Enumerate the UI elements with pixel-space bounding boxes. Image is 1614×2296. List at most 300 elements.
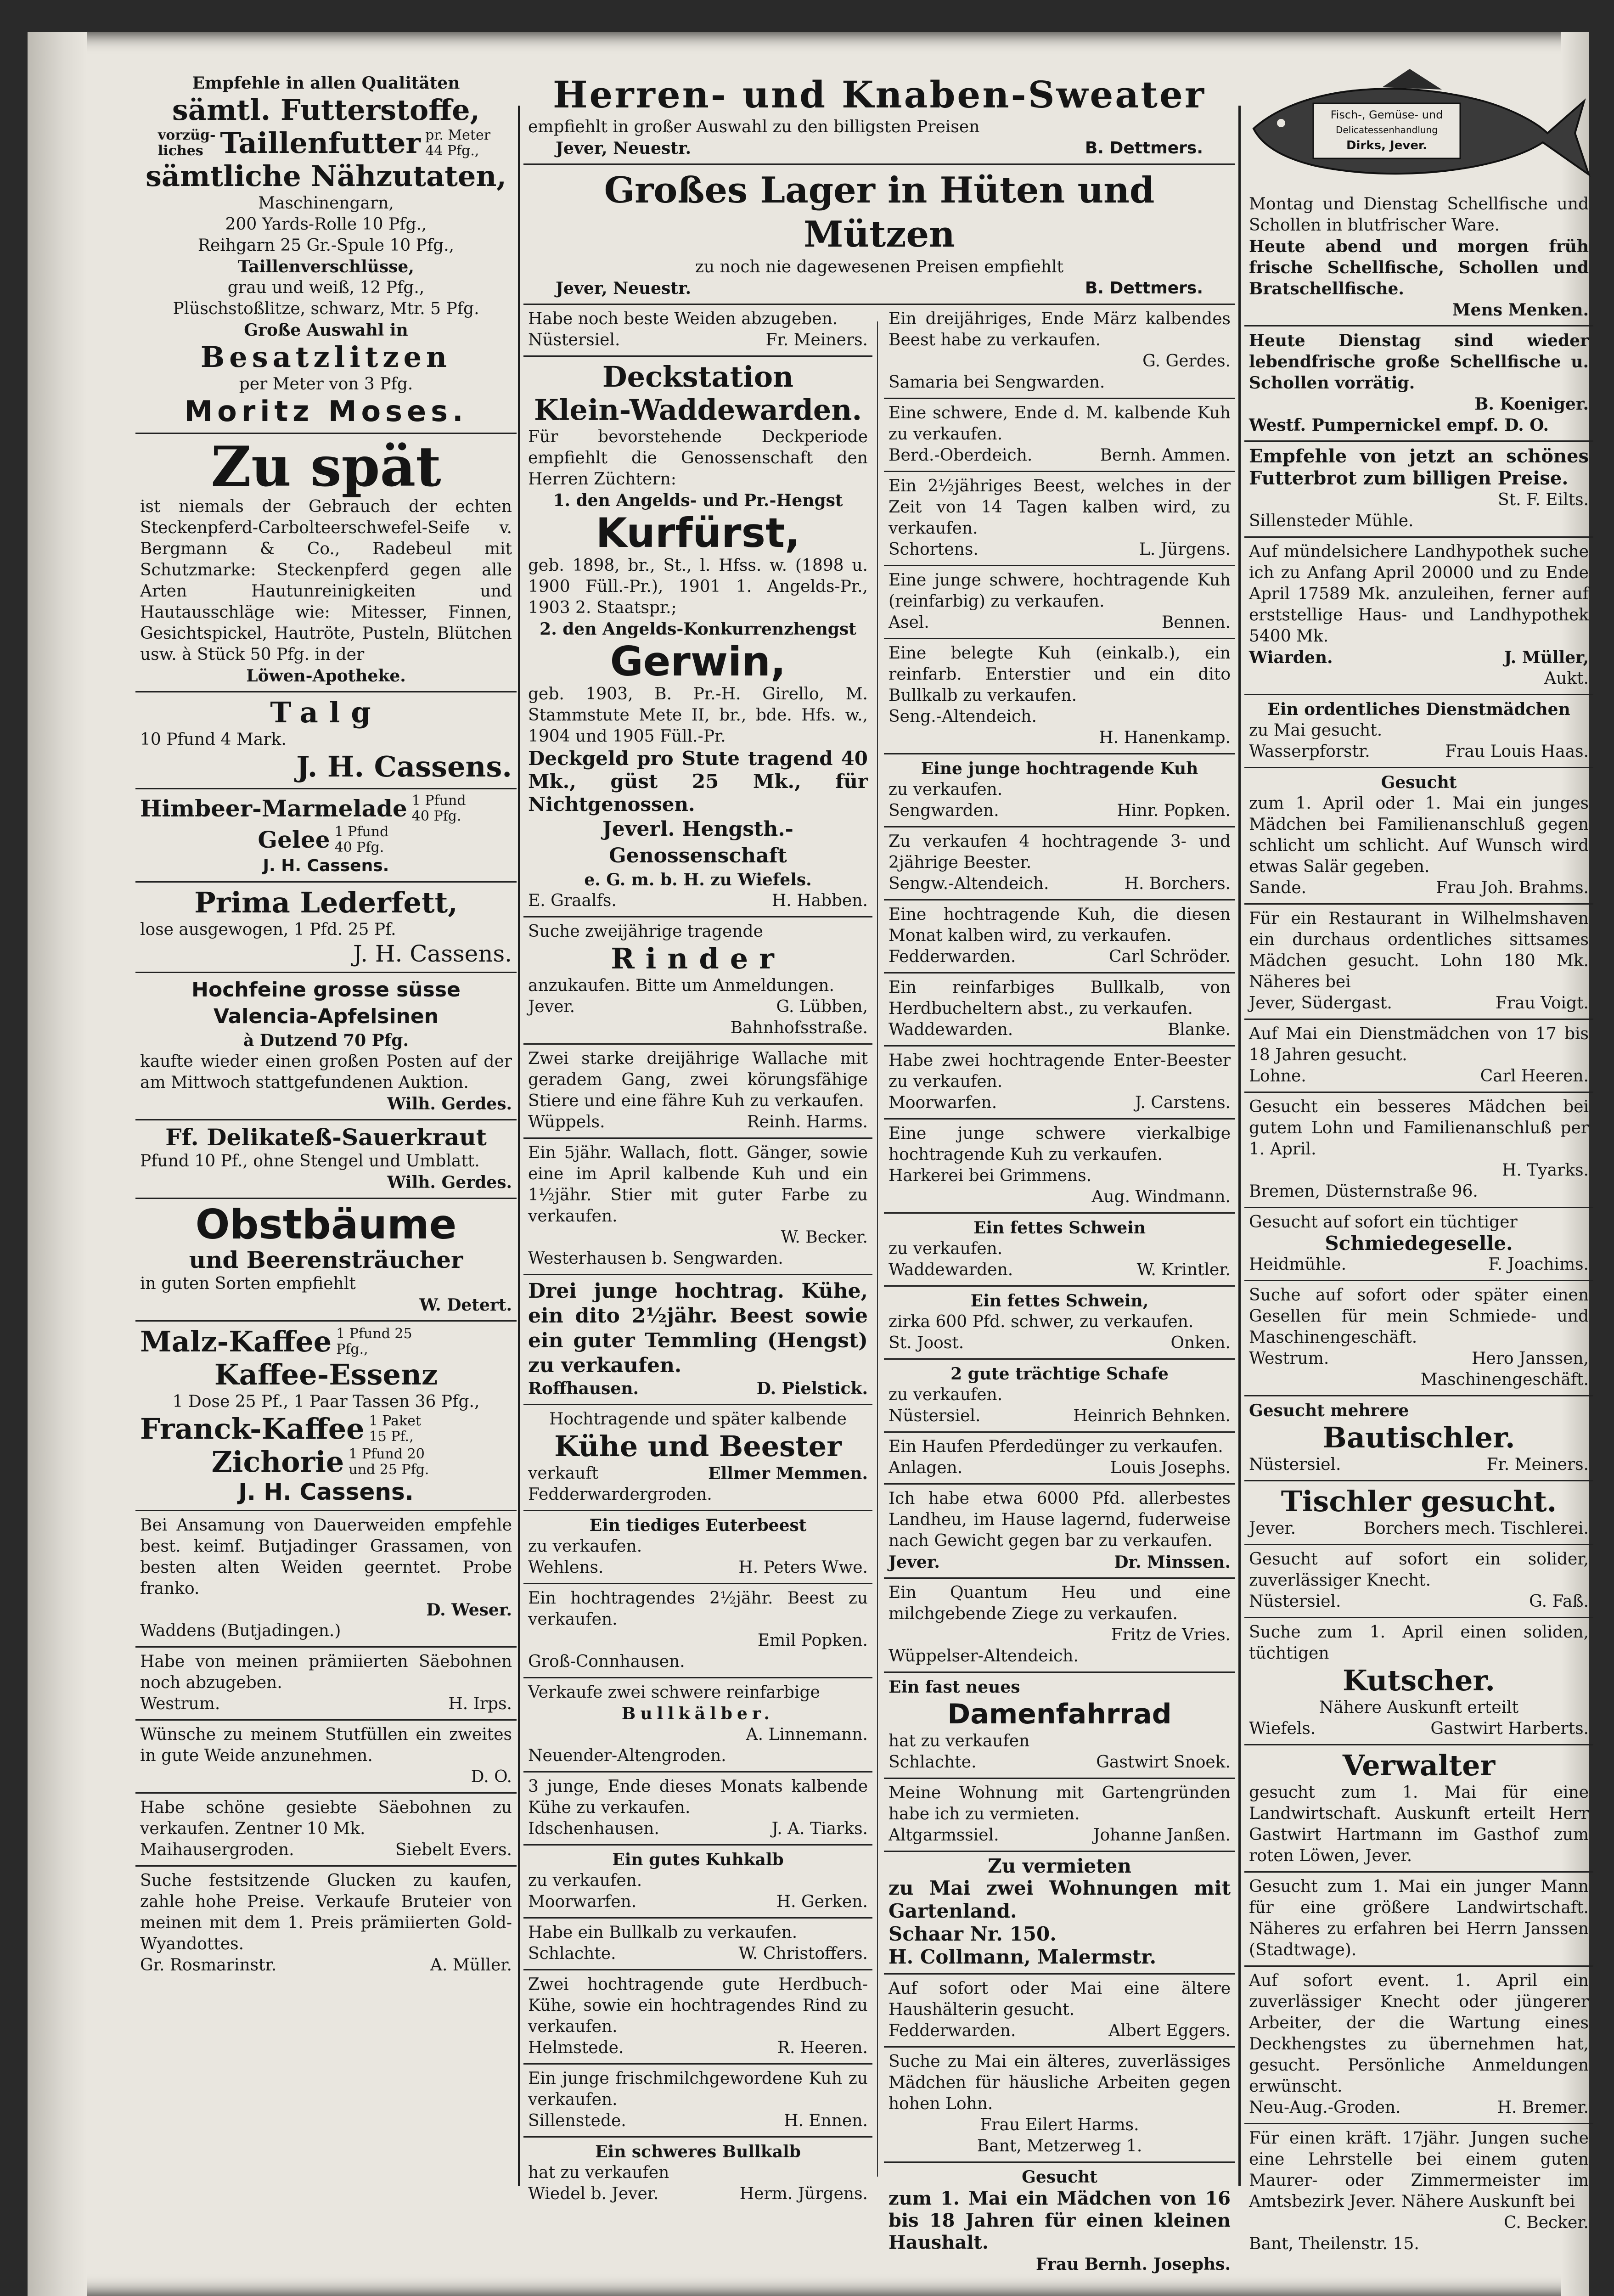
ad-headline: Obstbäume: [195, 1201, 457, 1248]
ad-text: 1 Dose 25 Pf., 1 Paar Tassen 36 Pfg.,: [172, 1392, 480, 1411]
ad-text: Bei Ansamung von Dauerweiden empfehle best. keimf. Butjadinger Grassamen, von besten alten Weiden geerntet. Probe franko.: [140, 1516, 512, 1598]
ad-place: Waddewarden.: [889, 1261, 1013, 1279]
fish-advert-logo: [1244, 69, 1593, 190]
ad-headline: Rinder: [611, 942, 785, 975]
ad-koeniger: [1244, 326, 1593, 442]
ad-malzkaffee: [135, 1322, 517, 1511]
ad-schellfische: [1244, 190, 1593, 326]
ad-text: Gesucht ein besseres Mädchen bei gutem Lohn und Familienanschluß per 1. April.: [1249, 1097, 1589, 1159]
ad-sauerkraut: [135, 1120, 517, 1199]
ad-headline: sämtliche Nähzutaten,: [145, 159, 507, 193]
ad-dienstmaedchen-haas: [1244, 695, 1593, 768]
fish-label-line3: Dirks, Jever.: [1346, 139, 1427, 152]
ad-signature: H. Borchers.: [1124, 874, 1231, 893]
ad-place: Maihausergroden.: [140, 1840, 294, 1859]
ad-place: Schlachte.: [889, 1753, 977, 1772]
ad-bautischler: [1244, 1396, 1593, 1481]
ad-place: Seng.-Altendeich.: [889, 707, 1037, 726]
column-2-left: [523, 305, 872, 2209]
ad-bullkalb-christoffers: [523, 1919, 872, 1970]
ad-text: Zwei starke dreijährige Wallache mit geradem Gang, zwei körungsfähige Stiere und eine fähre Kuh zu verkaufen.: [528, 1049, 868, 1110]
ad-place: Jever.: [889, 1553, 940, 1572]
ad-wallache: [523, 1045, 872, 1139]
ad-tischler: [1244, 1481, 1593, 1545]
ad-text: Habe noch beste Weiden abzugeben.: [528, 310, 838, 328]
ad-weiden: [523, 305, 872, 357]
ad-signature: H. Habben.: [771, 891, 868, 910]
ad-text: Für ein Restaurant in Wilhelmshaven ein durchaus ordentliches sittsames Mädchen gesucht. Lohn 180 Mk. Näheres bei: [1249, 909, 1589, 991]
ad-kuh-hanenkamp: [884, 639, 1235, 754]
ad-signature: Hero Janssen,: [1472, 1349, 1589, 1368]
ad-text: Westf. Pumpernickel empf. D. O.: [1249, 416, 1549, 435]
ad-text: Taillenverschlüsse,: [238, 257, 414, 276]
ad-text: Suche zweijährige tragende: [528, 922, 763, 941]
ad-headline: Kutscher.: [1343, 1664, 1495, 1697]
fish-label-line2: Delicatessenhandlung: [1336, 124, 1438, 135]
ad-headline: Großes Lager in Hüten und Mützen: [604, 169, 1155, 255]
ad-headline: Gerwin,: [610, 638, 786, 685]
ad-signature: W. Becker.: [781, 1228, 868, 1247]
ad-text: Habe schöne gesiebte Säebohnen zu verkaufen. Zentner 10 Mk.: [140, 1798, 512, 1838]
ad-headline: Eine junge hochtragende Kuh: [921, 759, 1198, 778]
ad-sweater: [523, 69, 1235, 165]
ad-text: in guten Sorten empfiehlt: [140, 1274, 356, 1293]
ad-signature: Siebelt Evers.: [395, 1840, 512, 1859]
ad-headline: Ff. Delikateß-Sauerkraut: [165, 1124, 487, 1151]
ad-place: Moorwarfen.: [528, 1892, 637, 1911]
ad-signature: G. Lübben,: [776, 997, 868, 1016]
ad-arbeiter: [1244, 1967, 1593, 2124]
ad-text: zum 1. Mai ein Mädchen von 16 bis 18 Jahren für einen kleinen Haushalt.: [889, 2188, 1231, 2253]
ad-headline: Gesucht: [1381, 773, 1457, 792]
ad-text: liches: [157, 143, 203, 159]
ad-headline: und Beerensträucher: [189, 1246, 463, 1273]
ad-beest-juergens: [884, 472, 1235, 566]
ad-signature: G. Faß.: [1529, 1592, 1589, 1611]
ad-text: Ein hochtragendes 2½jähr. Beest zu verkaufen.: [528, 1589, 868, 1629]
ad-signature: F. Joachims.: [1488, 1255, 1589, 1274]
ad-text: Ein dreijähriges, Ende März kalbendes Beest habe zu verkaufen.: [889, 310, 1231, 349]
ad-kalbende-kuehe: [523, 1773, 872, 1846]
ad-kuhkalb: [523, 1846, 872, 1919]
ad-text: à Dutzend 70 Pfg.: [243, 1031, 409, 1050]
ad-text: Große Auswahl in: [244, 321, 408, 340]
ad-talg: [135, 692, 517, 789]
ad-signature: Carl Heeren.: [1480, 1067, 1589, 1086]
ad-signature: Bennen.: [1161, 613, 1231, 632]
ad-text: zu verkaufen.: [528, 1537, 642, 1556]
ad-beest-popken: [523, 1584, 872, 1678]
ad-text: anzukaufen. Bitte um Anmeldungen.: [528, 976, 834, 995]
ad-text: Nähere Auskunft erteilt: [1319, 1698, 1519, 1717]
ad-place: Neu-Aug.-Groden.: [1249, 2098, 1401, 2117]
ad-text: Schaar Nr. 150.: [889, 1923, 1057, 1945]
ad-enter-beester: [884, 1047, 1235, 1120]
ad-schweres-bullkalb: [523, 2138, 872, 2209]
ad-text: Aukt.: [1544, 669, 1589, 688]
ad-text: 1 Paket 15 Pf.,: [369, 1413, 421, 1445]
ad-headline: Klein-Waddewarden.: [534, 393, 862, 427]
ad-place: Wehlens.: [528, 1558, 604, 1577]
ad-text: Wünsche zu meinem Stutfüllen ein zweites in gute Weide anzunehmen.: [140, 1725, 512, 1765]
ad-place: Idschenhausen.: [528, 1819, 659, 1838]
ad-bullkalb-blanke: [884, 974, 1235, 1047]
ad-text: Habe ein Bullkalb zu verkaufen.: [528, 1923, 798, 1942]
ad-text: Für einen kräft. 17jähr. Jungen suche eine Lehrstelle bei einem guten Maurer- oder Zimmermeister im Amtsbezirk Jever. Nähere Auskunft bei: [1249, 2129, 1589, 2211]
ad-futterbrot: [1244, 442, 1593, 538]
ad-place: Sengwarden.: [889, 801, 999, 820]
ad-text: Plüschstoßlitze, schwarz, Mtr. 5 Pfg.: [173, 299, 479, 318]
ad-signature: E. Graalfs.: [528, 891, 617, 910]
ad-text: Bahnhofsstraße.: [730, 1019, 868, 1037]
fish-illustration: [1244, 69, 1593, 188]
ad-signature: Albert Eggers.: [1108, 2021, 1231, 2040]
ad-text: grau und weiß, 12 Pfg.,: [227, 278, 425, 297]
ad-text: hat zu verkaufen: [528, 2163, 669, 2182]
ad-text: Suche zu Mai ein älteres, zuverlässiges Mädchen für häusliche Arbeiten gegen hohen Lohn.: [889, 2052, 1231, 2113]
ad-signature: Borchers mech. Tischlerei.: [1363, 1519, 1589, 1538]
ad-place: Gr. Rosmarinstr.: [140, 1956, 277, 1975]
ad-zu-spaet: [135, 434, 517, 692]
ad-bullkaelber: [523, 1678, 872, 1773]
ad-place: Nüstersiel.: [1249, 1455, 1341, 1474]
ad-text: Ein 2½jähriges Beest, welches in der Zeit von 14 Tagen kalben wird, zu verkaufen.: [889, 477, 1231, 538]
ad-headline: Besatzlitzen: [200, 340, 452, 374]
ad-landheu: [884, 1485, 1235, 1579]
ad-signature: B. Koeniger.: [1474, 394, 1589, 414]
ad-text: pr. Meter 44 Pfg.,: [425, 127, 491, 159]
ad-place: Jever.: [528, 997, 575, 1016]
ad-signature: J. H. Cassens.: [353, 940, 512, 967]
ad-signature: Aug. Windmann.: [1091, 1187, 1231, 1206]
ad-signature: Frau Eilert Harms.: [980, 2116, 1139, 2134]
ad-headline: Ein fettes Schwein,: [970, 1291, 1149, 1311]
ad-text: zu Mai zwei Wohnungen mit Gartenland.: [889, 1877, 1231, 1922]
ad-text: e. G. m. b. H. zu Wiefels.: [584, 870, 812, 889]
ad-signature: Fritz de Vries.: [1111, 1626, 1231, 1644]
ad-text: 1 Pfund 40 Pfg.: [334, 824, 389, 855]
ad-headline: Gesucht: [1022, 2167, 1097, 2187]
ad-signature: Gastwirt Harberts.: [1430, 1719, 1589, 1738]
ad-text: Heute abend und morgen früh frische Schellfische, Schollen und Bratschellfische.: [1249, 237, 1589, 298]
ad-text: Heute Dienstag sind wieder lebendfrische große Schellfische u. Schollen vorrätig.: [1249, 331, 1589, 393]
ad-place: Harkerei bei Grimmens.: [889, 1166, 1092, 1185]
ad-place: Wiefels.: [1249, 1719, 1316, 1738]
ad-kuh-popken: [884, 754, 1235, 827]
ad-text: Empfehle von jetzt an schönes Futterbrot zum billigen Preise.: [1249, 445, 1589, 489]
ad-huete: [523, 165, 1235, 305]
ad-place: Anlagen.: [889, 1458, 963, 1477]
ad-headline: Bautischler.: [1322, 1421, 1515, 1454]
ad-place: Schortens.: [889, 540, 979, 559]
ad-place: Altgarmssiel.: [889, 1826, 999, 1845]
ad-signature: R. Heeren.: [777, 2038, 868, 2057]
ad-text: ist niemals der Gebrauch der echten Steckenpferd-Carbolteerschwefel-Seife v. Bergmann & Co., Radebeul mit Schutzmarke: Steckenpferd gegen alle Arten Hautunreinigkeiten und Hautausschläge wie: Mitesser, Finnen, Gesichtspickel, Hautröte, Pusteln, Blütchen usw. à Stück 50 Pfg. in der: [140, 497, 512, 664]
ad-kuehe-beester: [523, 1405, 872, 1511]
ad-text: geb. 1898, br., St., l. Hfss. w. (1898 u. 1900 Füll.-Pr.), 1901 1. Angelds-Pr., 1903 2. Staatspr.;: [528, 556, 868, 617]
ad-headline: Franck-Kaffee: [140, 1412, 365, 1446]
ad-headline: Talg: [270, 696, 382, 729]
ad-signature: J. Carstens.: [1135, 1093, 1231, 1112]
ad-signature: D. Weser.: [426, 1600, 512, 1620]
ad-place: Sillensteder Mühle.: [1249, 512, 1414, 530]
ad-text: Maschinengeschäft.: [1420, 1370, 1589, 1389]
ad-damenfahrrad: [884, 1673, 1235, 1779]
ad-place: Helmstede.: [528, 2038, 624, 2057]
ad-text: kaufte wieder einen großen Posten auf der am Mittwoch stattgefundenen Auktion.: [140, 1052, 512, 1092]
ad-text: lose ausgewogen, 1 Pfd. 25 Pf.: [140, 920, 396, 939]
ad-place: Bant, Metzerweg 1.: [977, 2137, 1142, 2155]
ad-text: Ich habe etwa 6000 Pfd. allerbestes Landheu, im Hause lagernd, fuderweise nach Gewicht gegen bar zu verkaufen.: [889, 1489, 1231, 1550]
ad-headline: Kurfürst,: [596, 509, 800, 557]
ad-text: 2. den Angelds-Konkurrenzhengst: [540, 619, 856, 639]
ad-signature: Gastwirt Snoek.: [1096, 1753, 1231, 1772]
ad-signature: H. Hanenkamp.: [1099, 728, 1231, 747]
ad-signature: L. Jürgens.: [1139, 540, 1231, 559]
ad-text: zu verkaufen.: [889, 1239, 1003, 1258]
ad-text: Waddens (Butjadingen.): [140, 1621, 341, 1640]
ad-headline: Schmiedegeselle.: [1325, 1232, 1513, 1255]
ad-schwein-krintler: [884, 1214, 1235, 1287]
ad-signature: Reinh. Harms.: [747, 1113, 868, 1131]
ad-schwein-onken: [884, 1287, 1235, 1360]
ad-text: Suche auf sofort oder später einen Gesellen für mein Schmiede- und Maschinengeschäft.: [1249, 1286, 1589, 1347]
ad-euterbeest: [523, 1511, 872, 1584]
ad-headline: Ein ordentliches Dienstmädchen: [1267, 700, 1570, 719]
ad-text: Meine Wohnung mit Gartengründen habe ich zu vermieten.: [889, 1784, 1231, 1823]
ad-text: per Meter von 3 Pfg.: [239, 375, 413, 394]
ad-himbeer: [135, 789, 517, 883]
column-1: [135, 69, 517, 1981]
ad-headline: Prima Lederfett,: [194, 886, 458, 919]
ad-maschinengeschaeft: [1244, 1281, 1593, 1396]
ad-place: Jever, Neuestr.: [556, 279, 692, 298]
column-rule-2: [1238, 106, 1241, 2186]
ad-signature: Hinr. Popken.: [1117, 801, 1231, 820]
ad-knecht: [1244, 1545, 1593, 1618]
ad-deckstation: [523, 357, 872, 917]
ad-headline: Tischler gesucht.: [1281, 1485, 1557, 1518]
column-rule-1: [518, 106, 520, 2186]
taillenfutter-line: [140, 127, 512, 160]
ad-place: Roffhausen.: [528, 1379, 639, 1398]
ad-headline: 2 gute trächtige Schafe: [950, 1364, 1169, 1384]
ad-text: Eine belegte Kuh (einkalb.), ein reinfarb. Enterstier und ein dito Bullkalb zu verkaufen.: [889, 644, 1231, 705]
ad-signature: A. Müller.: [430, 1956, 512, 1975]
ad-text: 1 Pfund 25 Pfg.,: [336, 1326, 412, 1357]
column-2-split: [523, 305, 1235, 2296]
ad-signature: J. H. Cassens.: [238, 1479, 414, 1505]
ad-hypothek: [1244, 538, 1593, 695]
ad-restaurant: [1244, 905, 1593, 1020]
ad-text: 10 Pfund 4 Mark.: [140, 730, 287, 749]
ad-text: zum 1. April oder 1. Mai ein junges Mädchen bei Familienanschluß gegen schlicht um schlicht. Auf Wunsch wird etwas Salär gegeben.: [1249, 794, 1589, 876]
ad-glucken: [135, 1867, 517, 1981]
ad-headline: Deckstation: [602, 360, 794, 394]
ad-place: St. Joost.: [889, 1334, 964, 1352]
ad-place: Fedderwarden.: [889, 2021, 1016, 2040]
ad-signature: H. Ennen.: [784, 2111, 868, 2130]
ad-signature: St. F. Eilts.: [1498, 490, 1589, 509]
ad-text: geb. 1903, B. Pr.-H. Girello, M. Stammstute Mete II, br., bde. Hfs. w., 1904 und 1905 Füll.-Pr.: [528, 685, 868, 746]
ad-text: Ein junge frischmilchgewordene Kuh zu verkaufen.: [528, 2069, 868, 2109]
ad-haushaelterin: [884, 1975, 1235, 2048]
ad-dreijaehriges: [884, 305, 1235, 399]
ad-apfelsinen: [135, 973, 517, 1120]
ad-signature: J. Müller,: [1504, 648, 1589, 667]
ad-signature: Blanke.: [1167, 1020, 1231, 1039]
ad-text: Auf mündelsichere Landhypothek suche ich zu Anfang April 20000 und zu Ende April 17589 Mk. anzuleihen, ferner auf erststellige Haus- und Landhypothek 5400 Mk.: [1249, 542, 1589, 646]
ad-text: 200 Yards-Rolle 10 Pfg.,: [225, 215, 427, 234]
page-binding-edge: [28, 32, 87, 2296]
ad-text: Eine junge schwere vierkalbige hochtragende Kuh zu verkaufen.: [889, 1124, 1231, 1164]
ad-signature: Wilh. Gerdes.: [387, 1094, 512, 1114]
ad-lehrstelle: [1244, 2124, 1593, 2259]
ad-signature: Moritz Moses.: [184, 394, 468, 428]
ad-headline: Taillenfutter: [220, 126, 421, 160]
ad-signature: B. Dettmers.: [1085, 279, 1203, 298]
ad-ziege: [884, 1579, 1235, 1673]
ad-text: zu verkaufen.: [889, 780, 1003, 799]
ad-place: Lohne.: [1249, 1067, 1306, 1086]
ad-saebohnen-evers: [135, 1794, 517, 1867]
ad-text: Eine hochtragende Kuh, die diesen Monat kalben wird, zu verkaufen.: [889, 905, 1231, 945]
ad-kutscher: [1244, 1618, 1593, 1745]
ad-headline: Malz-Kaffee: [140, 1325, 332, 1358]
ad-schafe: [884, 1360, 1235, 1433]
ad-maedchen-josephs: [884, 2163, 1235, 2279]
ad-text: Eine schwere, Ende d. M. kalbende Kuh zu verkaufen.: [889, 404, 1231, 444]
ad-text: Habe von meinen prämiierten Säebohnen noch abzugeben.: [140, 1652, 512, 1692]
ad-obstbaeume: [135, 1199, 517, 1322]
ad-signature: Emil Popken.: [757, 1631, 868, 1650]
ad-signature: J. A. Tiarks.: [771, 1819, 868, 1838]
ad-signature: Wilh. Gerdes.: [387, 1173, 512, 1192]
ad-headline: Ein fettes Schwein: [973, 1218, 1146, 1238]
ad-place: Jever, Neuestr.: [556, 139, 692, 158]
ad-text: Auf sofort event. 1. April ein zuverlässiger Knecht oder jüngerer Arbeiter, der die Wartung eines Deckhengstes zu übernehmen hat, gesucht. Persönliche Anmeldungen erwünscht.: [1249, 1971, 1589, 2096]
ad-place: Fedderwardergroden.: [528, 1485, 712, 1504]
ad-signature: D. O.: [471, 1767, 512, 1786]
ad-place: Groß-Connhausen.: [528, 1652, 685, 1671]
ad-headline: Kaffee-Essenz: [214, 1358, 438, 1391]
ad-signature: Fr. Meiners.: [765, 331, 868, 349]
ad-schwere-kuh: [884, 399, 1235, 472]
ad-rinder: [523, 917, 872, 1045]
ad-signature: Onken.: [1170, 1334, 1231, 1352]
ad-place: Nüstersiel.: [889, 1407, 981, 1425]
ad-signature: H. Bremer.: [1497, 2098, 1589, 2117]
ad-place: Sengw.-Altendeich.: [889, 874, 1049, 893]
ad-place: Wüppels.: [528, 1113, 605, 1131]
ad-signature: H. Peters Wwe.: [738, 1558, 868, 1577]
ad-place: Westrum.: [1249, 1349, 1329, 1368]
ad-headline: Bullkälber.: [621, 1704, 775, 1723]
ad-text: Gesucht auf sofort ein solider, zuverlässiger Knecht.: [1249, 1550, 1589, 1590]
ad-place: Nüstersiel.: [1249, 1592, 1341, 1611]
ad-kuh-bennen: [884, 566, 1235, 639]
ad-beester-borchers: [884, 827, 1235, 900]
ad-lederfett: [135, 883, 517, 973]
ad-text: Gesucht mehrere: [1249, 1401, 1409, 1420]
ad-signature: Mens Menken.: [1452, 300, 1589, 320]
ad-text: Ein Quantum Heu und eine milchgebende Ziege zu verkaufen.: [889, 1583, 1231, 1623]
ad-headline: Ein tiediges Euterbeest: [589, 1516, 807, 1535]
ad-text: Auf Mai ein Dienstmädchen von 17 bis 18 Jahren gesucht.: [1249, 1024, 1589, 1064]
ad-saebohnen-irps: [135, 1648, 517, 1721]
ad-text: Für bevorstehende Deckperiode empfiehlt die Genossenschaft den Herren Züchtern:: [528, 428, 868, 489]
ad-signature: H. Irps.: [448, 1694, 512, 1713]
ad-futterstoffe: [135, 69, 517, 434]
ad-place: Jever, Südergast.: [1249, 994, 1392, 1013]
ad-text: Empfehle in allen Qualitäten: [192, 73, 460, 93]
ad-text: hat zu verkaufen: [889, 1732, 1030, 1750]
ad-headline: Kühe und Beester: [554, 1429, 842, 1463]
ad-text: Pfund 10 Pf., ohne Stengel und Umblatt.: [140, 1152, 480, 1171]
ad-place: Nüstersiel.: [528, 331, 620, 349]
ad-signature: Heinrich Behnken.: [1073, 1407, 1231, 1425]
ad-signature: C. Becker.: [1504, 2213, 1589, 2232]
ad-wohnung: [884, 1779, 1235, 1852]
ad-place: Westerhausen b. Sengwarden.: [528, 1249, 783, 1268]
ad-text: Deckgeld pro Stute tragend 40 Mk., güst 25 Mk., für Nichtgenossen.: [528, 747, 868, 816]
ad-place: Asel.: [889, 613, 929, 632]
ad-place: Samaria bei Sengwarden.: [889, 373, 1105, 392]
ad-text: gesucht zum 1. Mai für eine Landwirtschaft. Auskunft erteilt Herr Gastwirt Hartmann im Gasthof zum roten Löwen, Jever.: [1249, 1783, 1589, 1865]
ad-text: Habe zwei hochtragende Enter-Beester zu verkaufen.: [889, 1051, 1231, 1091]
ad-kuehe-temmling: [523, 1275, 872, 1405]
ad-text: Ein 5jähr. Wallach, flott. Gänger, sowie eine im April kalbende Kuh und ein 1½jähr. Stier mit guter Farbe zu verkaufen.: [528, 1143, 868, 1226]
ad-verwalter: [1244, 1745, 1593, 1873]
ad-text: 1 Pfund 40 Pfg.: [411, 793, 466, 824]
ad-stutfuellen: [135, 1721, 517, 1794]
ad-headline: Ein schweres Bullkalb: [595, 2142, 801, 2161]
ad-signature: D. Pielstick.: [756, 1379, 868, 1398]
ad-text: zu verkaufen.: [889, 1385, 1003, 1404]
ad-signature: Frau Bernh. Josephs.: [1035, 2255, 1231, 2274]
ad-headline: Gelee: [258, 826, 330, 853]
ad-signature: Löwen-Apotheke.: [246, 666, 406, 686]
ad-signature: Frau Joh. Brahms.: [1436, 878, 1589, 897]
ad-headline: Herren- und Knaben-Sweater: [552, 73, 1206, 116]
fish-label-line1: Fisch-, Gemüse- und: [1330, 108, 1443, 121]
ad-signature: Fr. Meiners.: [1486, 1455, 1589, 1474]
ad-text: Reihgarn 25 Gr.-Spule 10 Pfg.,: [197, 236, 455, 255]
ad-place: Moorwarfen.: [889, 1093, 997, 1112]
ad-text: 1. den Angelds- und Pr.-Hengst: [553, 491, 843, 510]
ad-zu-vermieten: [884, 1852, 1235, 1975]
ad-place: Sillenstede.: [528, 2111, 626, 2130]
ad-text: Maschinengarn,: [258, 194, 394, 213]
ad-text: Verkaufe zwei schwere reinfarbige: [528, 1683, 820, 1702]
ad-text: zu noch nie dagewesenen Preisen empfiehlt: [695, 258, 1064, 276]
ad-wallach: [523, 1139, 872, 1275]
ad-text: Gesucht zum 1. Mai ein junger Mann für eine größere Landwirtschaft. Näheres zu erfahren bei Herrn Janssen (Stadtwage).: [1249, 1877, 1589, 1959]
ad-place: Neuender-Altengroden.: [528, 1746, 726, 1765]
ad-text: zu Mai gesucht.: [1249, 721, 1383, 740]
ad-headline: Jeverl. Hengsth.-Genossenschaft: [602, 817, 793, 867]
ad-maedchen-harms: [884, 2048, 1235, 2163]
ad-headline: Zichorie: [211, 1445, 344, 1479]
ad-dienstmaedchen-heeren: [1244, 1020, 1593, 1093]
ad-signature: H. Collmann, Malermstr.: [889, 1946, 1157, 1968]
ad-headline: sämtl. Futterstoffe,: [172, 93, 480, 127]
ad-headline: Verwalter: [1342, 1749, 1496, 1782]
ad-frischmilch: [523, 2065, 872, 2138]
column-2-right: [884, 305, 1235, 2279]
ad-place: Westrum.: [140, 1694, 220, 1713]
ad-signature: Bernh. Ammen.: [1100, 446, 1231, 465]
